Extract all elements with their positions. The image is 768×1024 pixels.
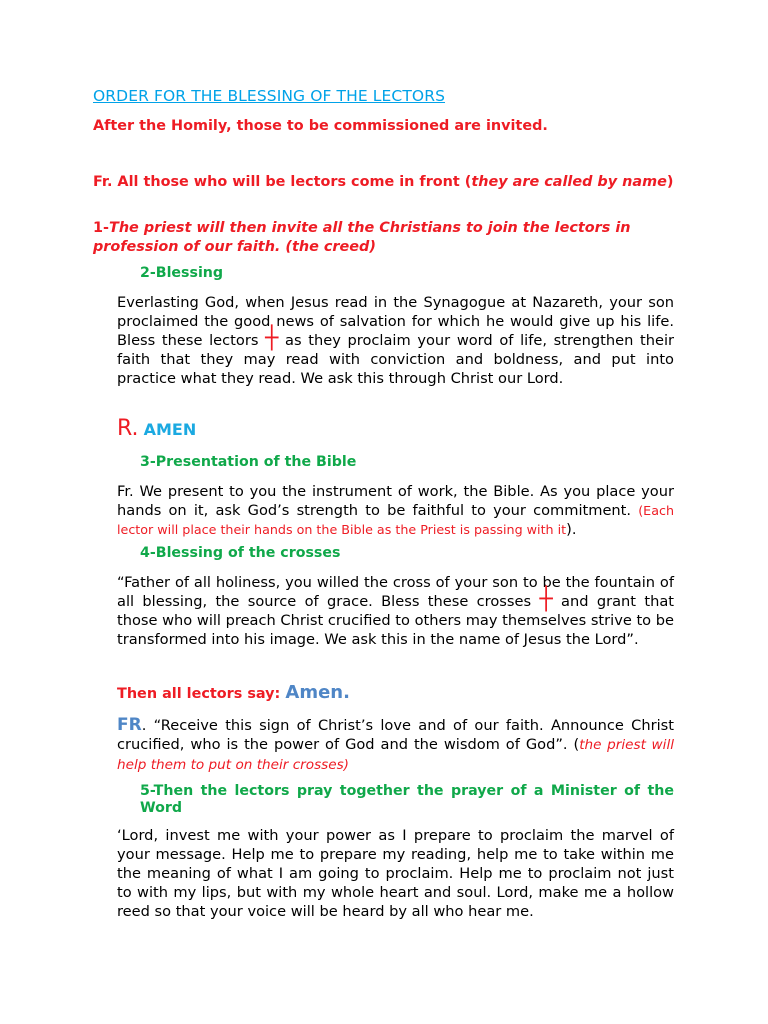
blessing-text-2: as they proclaim your word of life, strengthen their faith that they may read with conviction and boldness, and put into practice what they read. We ask this through Christ our Lord. xyxy=(117,332,674,387)
page-title: ORDER FOR THE BLESSING OF THE LECTORS xyxy=(93,87,446,105)
presentation-text: Fr. We present to you the instrument of work, the Bible. As you place your hands on it, ask God’s strength to be faithful to your commitment. xyxy=(117,483,674,519)
response-line xyxy=(117,416,674,441)
step4-heading: 4-Blessing of the crosses xyxy=(140,545,341,561)
lectors-say-line xyxy=(117,682,674,703)
step1-number: 1- xyxy=(93,220,109,236)
fr-call-tail: ) xyxy=(666,174,674,190)
step5-heading: 5-Then the lectors pray together the prayer of a Minister of the Word xyxy=(140,783,674,816)
step3-heading: 3-Presentation of the Bible xyxy=(140,454,357,470)
cross-symbol-icon: ┼ xyxy=(539,587,553,612)
blessing-text-1: Everlasting God, when Jesus read in the Synagogue at Nazareth, your son proclaimed the good news of salvation for which he would give up his life. Bless these lectors xyxy=(117,294,674,349)
cross-symbol-icon: ┼ xyxy=(265,326,279,351)
presentation-note: (Each lector will place their hands on the Bible as the Priest is passing with it xyxy=(117,503,674,537)
receive-note: the priest will help them to put on their crosses) xyxy=(117,737,674,773)
fr-mark: FR xyxy=(117,715,142,735)
lectors-say-amen: Amen. xyxy=(285,682,350,703)
lectors-say-lead: Then all lectors say: xyxy=(117,686,281,702)
fr-call-lead: Fr. All those who will be lectors come in front ( xyxy=(93,174,472,190)
intro-instruction: After the Homily, those to be commissioned are invited. xyxy=(93,118,548,134)
step1-text: The priest will then invite all the Christians to join the lectors in profession of our faith. (the creed) xyxy=(93,220,631,255)
crosses-text-1: “Father of all holiness, you willed the cross of your son to be the fountain of all blessing, the source of grace. Bless these crosses xyxy=(117,574,674,610)
step1-instruction xyxy=(93,219,674,257)
response-amen: AMEN xyxy=(143,420,197,439)
presentation-note-tail: ). xyxy=(566,521,577,538)
receive-paragraph xyxy=(117,716,674,775)
fr-call-italic: they are called by name xyxy=(471,174,667,190)
response-r: R. xyxy=(117,416,139,441)
blessing-paragraph xyxy=(117,293,674,388)
fr-call-instruction xyxy=(93,173,674,192)
presentation-paragraph xyxy=(117,482,674,539)
receive-text: . “Receive this sign of Christ’s love and of our faith. Announce Christ crucified, who is the power of God and the wisdom of God”. ( xyxy=(117,717,674,753)
step2-heading: 2-Blessing xyxy=(140,265,224,281)
crosses-paragraph xyxy=(117,573,674,649)
crosses-text-2: and grant that those who will preach Christ crucified to others may themselves strive to be transformed into his image. We ask this in the name of Jesus the Lord”. xyxy=(117,593,675,648)
prayer-paragraph: ‘Lord, invest me with your power as I prepare to proclaim the marvel of your message. Help me to prepare my reading, help me to take within me the meaning of what I am going to proclaim. Help me to proclaim not just to with my lips, but with my whole heart and soul. Lord, make me a hollow reed so that your voice will be heard by all who hear me. xyxy=(117,827,674,920)
